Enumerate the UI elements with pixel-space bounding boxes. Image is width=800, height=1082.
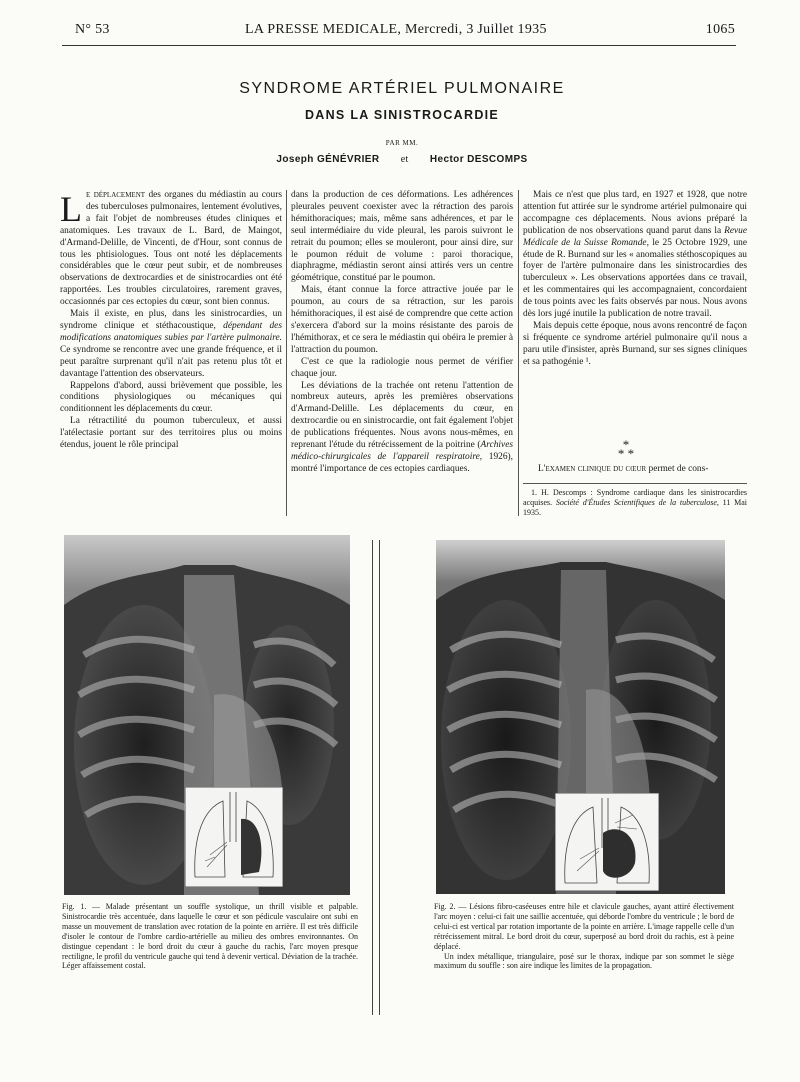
figure-2-caption	[434, 902, 734, 971]
paragraph-9	[523, 190, 747, 321]
paragraph-5: dans la production de ces déformations. Les adhérences pleurales peuvent coexister avec la rétraction des parois hémithoraciques; mais, même sans adhérences, et par le seul intermédiaire du vide pleural, les parois suivront le retrait du poumon; elles se mouleront, pour ainsi dire, sur le poumon réduit de volume : paroi thoracique, diaphragme, médiastin seront ainsi attirés vers un centre géométrique, constitué par le poumon.	[291, 190, 513, 284]
figure-1-label: Fig. 1.	[62, 902, 87, 911]
figure-2-label: Fig. 2.	[434, 902, 456, 911]
journal-title: LA PRESSE MEDICALE, Mercredi, 3 Juillet 1935	[245, 22, 547, 37]
paragraph-11	[530, 464, 745, 474]
footnote-text-a: 1. H. Descomps : Syndrome cardiaque dans les sinistrocardies acquises.	[523, 488, 747, 507]
body-column-3	[523, 190, 747, 452]
footnote-italic: Société d'Études Scientifiques de la tuberculose	[555, 498, 717, 507]
paragraph-7: C'est ce que la radiologie nous permet de vérifier chaque jour.	[291, 356, 513, 379]
paragraph-9-text-b: , le 25 Octobre 1929, une étude de R. Burnand sur les « anomalies stéthoscopiques au foyer de l'artère pulmonaire dans les sinistrocardies des tuberculeux ». Les observations apportées dans ce travail, et les commentaires qui les accompagnaient, concordaient de tous points avec les faits observés par nous. Nous avons dès lors jugé inutile la publication de notre travail.	[523, 237, 747, 320]
column-divider	[286, 190, 287, 516]
figure-2-caption-text-2: Un index métallique, triangulaire, posé sur le thorax, indique par son sommet le siège maximum du souffle : son aire indique les limites de la propagation.	[434, 951, 734, 971]
paragraph-2	[60, 309, 282, 380]
footnote-rule	[523, 483, 747, 484]
paragraph-8-italic: Archives médico-chirurgicales de l'appareil respiratoire	[291, 440, 513, 462]
body-column-2	[291, 190, 513, 520]
figure-1-caption-text: — Malade présentant un souffle systolique, un thrill visible et palpable. Sinistrocardie très accentuée, dans laquelle le cœur et son pédicule vasculaire ont subi en masse un mouvement de translation avec rotation de la pointe en arrière. Il est très difficile d'isoler le contour de l'ombre cardio-artérielle au milieu des ombres environnantes. On distingue cependant : le bord droit du cœur à gauche du rachis, l'arc moyen presque rectiligne, le profil du ventricule gauche qui tend à devenir vertical. Déviation de la trachée. Léger affaissement costal.	[62, 902, 359, 971]
paragraph-3: Rappelons d'abord, aussi brièvement que possible, les conditions physiologiques ou mécaniques qui conditionnent les déplacements du cœur.	[60, 380, 282, 415]
footnote	[523, 488, 747, 518]
paragraph-2-text-a: Mais il existe, en plus, dans les sinistrocardies, un syndrome clinique et stéthacoustique,	[60, 309, 282, 331]
author-2: Hector DESCOMPS	[429, 154, 528, 165]
section-asterism: * * *	[617, 437, 635, 461]
paragraph-8-text-a: Les déviations de la trachée ont retenu l'attention de nombreux auteurs, après les premières observations d'Armand-Delille. Les déplacements du cœur, en dextrocardie ou en sinistrocardie, ont fait également l'objet de publications fréquentes. Nous avons nous-mêmes, en reprenant l'étude du rétrécissement de la poitrine (	[291, 380, 513, 451]
header-rule	[62, 45, 736, 46]
authors-conjunction: et	[400, 154, 409, 165]
paragraph-1-text: des organes du médiastin au cours des tuberculoses pulmonaires, lentement évolutives, a fait l'objet de nombreuses études cliniques et anatomiques. Les travaux de L. Bard, de Maingot, d'Armand-Delille, de Vincenti, de d'Hour, sont connus de tous les phtisiologues. Tous ont noté les déplacements considérables que le cœur peut subir, et de nombreuses observations de dextrocardies et de sinistrocardies ont été rapportées. Les troubles circulatoires, rarement graves, occasionnés par ces ectopies du cœur, sont bien connus.	[60, 190, 282, 308]
issue-number: N° 53	[75, 22, 110, 37]
paragraph-11-small-caps: L'examen clinique du cœur	[538, 464, 647, 474]
authors	[62, 154, 742, 165]
figure-1-caption	[62, 902, 358, 971]
par-line: PAR MM.	[385, 139, 419, 147]
paragraph-9-italic: Revue Médicale de la Suisse Romande	[523, 225, 747, 248]
opening-small-caps: e déplacement	[86, 190, 146, 200]
paragraph-10: Mais depuis cette époque, nous avons rencontré de façon si fréquente ce syndrome artériel pulmonaire qu'il nous a paru utile d'insister, après Burnand, sur ses signes cliniques et sa pathogénie ¹.	[523, 320, 747, 367]
figure-2-caption-text: — Lésions fibro-caséeuses entre hile et clavicule gauches, ayant attiré électivement l'arc moyen : celui-ci fait une saillie accentuée, qui déborde l'ombre du ventricule ; le bord de celui-ci est vertical par rotation importante de la pointe en arrière. L'image rappelle celle d'un rétrécissement mitral. Le bord droit du cœur, superposé au bord droit du rachis, est à peine déplacé.	[434, 902, 734, 951]
body-column-1	[60, 190, 282, 520]
column-divider	[518, 190, 519, 516]
figure-2-radiograph	[436, 540, 725, 894]
paragraph-6: Mais, étant connue la force attractive jouée par le poumon, au cours de sa rétraction, sur les parois hémithoraciques, il est aisé de comprendre que cette action s'exercera d'abord sur la moins résistante des parois de l'hémithorax, et ce sera le médiastin qui obéira le premier à l'attraction du poumon.	[291, 285, 513, 355]
article-title: SYNDROME ARTÉRIEL PULMONAIRE	[239, 80, 565, 97]
paragraph-4: La rétractilité du poumon tuberculeux, et aussi l'atélectasie portant sur des territoires plus ou moins étendus, jouent le rôle principal	[60, 416, 282, 451]
paragraph-11-text: permet de cons-	[646, 464, 709, 474]
figure-1-radiograph	[64, 535, 350, 895]
figure-2-schematic-inset	[555, 793, 659, 891]
page-number: 1065	[705, 22, 735, 37]
paragraph-1	[60, 190, 282, 309]
article-subtitle: DANS LA SINISTROCARDIE	[304, 108, 500, 122]
paragraph-2-text-b: Ce syndrome se rencontre avec une grande fréquence, et il peut paraître surprenant qu'il n'ait pas retenu plus tôt et davantage l'attention des observateurs.	[60, 344, 282, 379]
paragraph-8-text-b: , 1926), montré l'importance de ces ectopies cardiaques.	[291, 451, 513, 474]
drop-cap: L	[60, 190, 82, 229]
footnote-text-b: , 11 Mai 1935.	[523, 498, 747, 517]
running-header	[75, 22, 735, 42]
paragraph-2-italic: dépendant des modifications anatomiques subies par l'artère pulmonaire.	[60, 320, 282, 343]
figure-1-schematic-inset	[185, 787, 283, 887]
author-1: Joseph GÉNÉVRIER	[276, 154, 380, 165]
figure-divider	[372, 540, 380, 1015]
paragraph-9-text-a: Mais ce n'est que plus tard, en 1927 et 1928, que notre attention fut attirée sur le syndrome artériel pulmonaire qui accompagne ces déplacements. Nous avions préparé la publication de nos observations quand parut dans la	[523, 190, 747, 236]
paragraph-8	[291, 381, 513, 476]
